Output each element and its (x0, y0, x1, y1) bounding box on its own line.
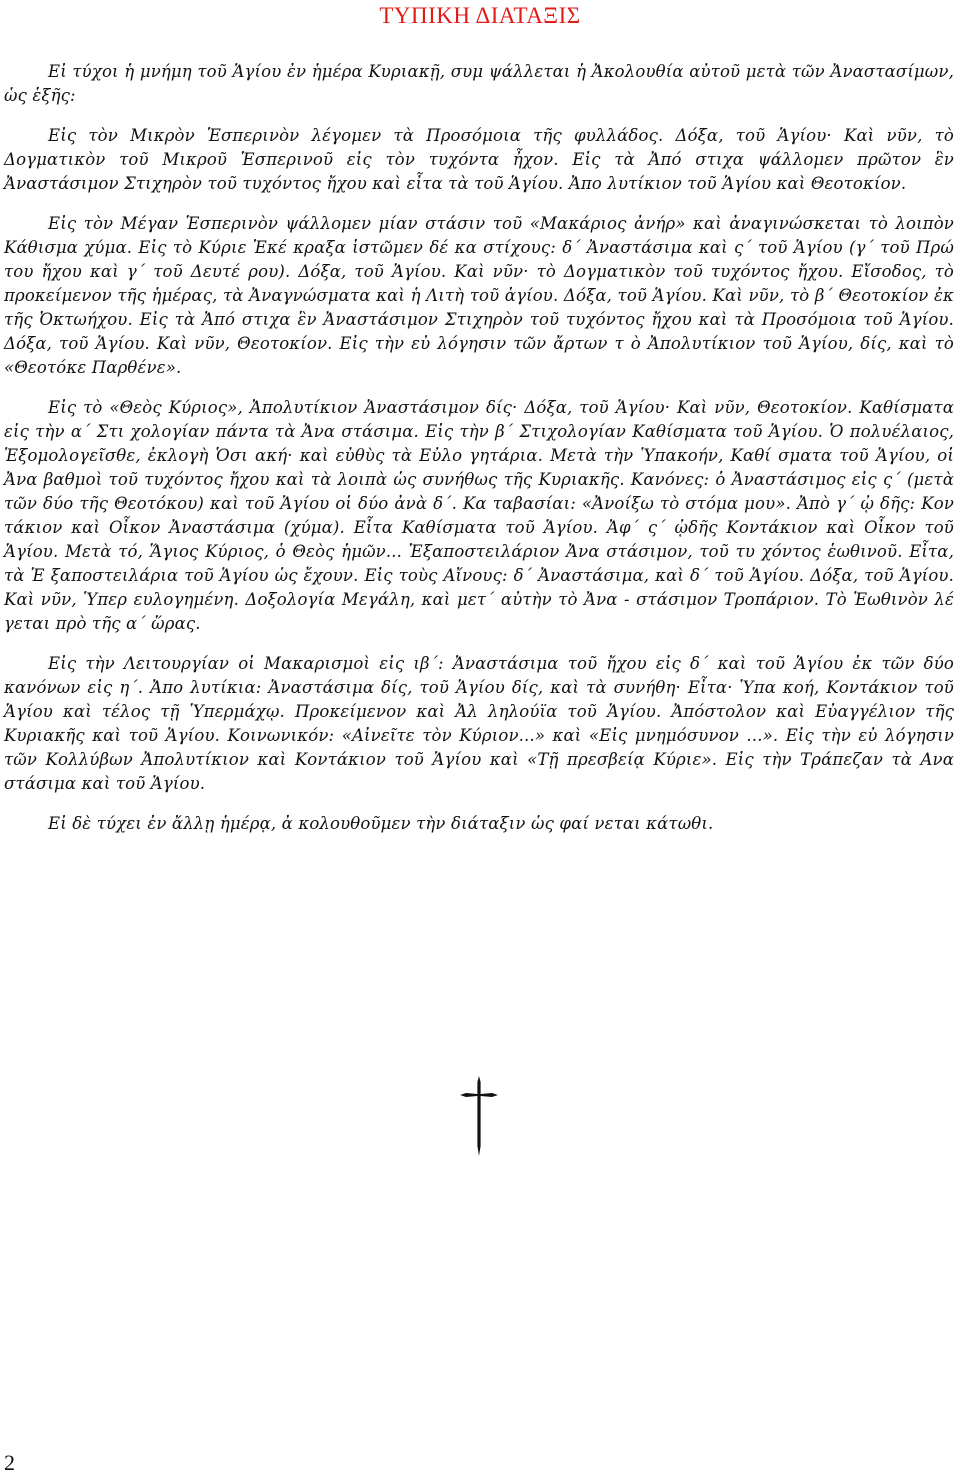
cross-icon (458, 1074, 500, 1158)
paragraph-orthros: Εἰς τὸ «Θεὸς Κύριος», Ἀπολυτίκιον Ἀναστάσιμον δίς· Δόξα, τοῦ Ἁγίου· Καὶ νῦν, Θεοτοκίον. Καθίσματα εἰς τὴν α´ Στι χολογίαν πάντα τὰ Ἀνα στάσιμα. Εἰς τὴν β´ Στιχολογίαν Καθίσματα τοῦ Ἁγίου. Ὁ πολυέλαιος, Ἐξομολογεῖσθε, ἐκλογὴ Ὁσι ακή· καὶ εὐθὺς τὰ Εὐλο γητάρια. Μετὰ τὴν Ὑπακοήν, Καθί σματα τοῦ Ἁγίου, οἱ Ἀνα βαθμοὶ τοῦ τυχόντος ἤχου καὶ τὰ λοιπὰ ὡς συνήθως τῆς Κυριακῆς. Κανόνες: ὁ Ἀναστάσιμος εἰς ς´ (μετὰ τῶν δύο τῆς Θεοτόκου) καὶ τοῦ Ἁγίου οἱ δύο ἀνὰ δ´. Κα ταβασίαι: «Ἀνοίξω τὸ στόμα μου». Ἀπὸ γ´ ᾠ δῆς: Κον τάκιον καὶ Οἶκον Ἀναστάσιμα (χύμα). Εἶτα Καθίσματα τοῦ Ἁγίου. Ἀφ´ ς´ ᾠδῆς Κοντάκιον καὶ Οἶκον τοῦ Ἁγίου. Μετὰ τό, Ἅγιος Κύριος, ὁ Θεὸς ἡμῶν... Ἐξαποστειλάριον Ἀνα στάσιμον, τοῦ τυ χόντος ἑωθινοῦ. Εἶτα, τὰ Ἐ ξαποστειλάρια τοῦ Ἁγίου ὡς ἔχουν. Εἰς τοὺς Αἴνους: δ´ Ἀναστάσιμα, καὶ δ´ τοῦ Ἁγίου. Δόξα, τοῦ Ἁγίου. Καὶ νῦν, Ὑπερ ευλογημένη. Δοξολογία Μεγάλη, καὶ μετ´ αὐτὴν τὸ Ἀνα - στάσιμον Τροπάριον. Τὸ Ἑωθινὸν λέ γεται πρὸ τῆς α´ ὥρας. (4, 398, 954, 633)
paragraph-small-vespers: Εἰς τὸν Μικρὸν Ἑσπερινὸν λέγομεν τὰ Προσόμοια τῆς φυλλάδος. Δόξα, τοῦ Ἁγίου· Καὶ νῦν, τὸ Δογματικὸν τοῦ Μικροῦ Ἑσπερινοῦ εἰς τὸν τυχόντα ἦχον. Εἰς τὰ Ἀπό στιχα ψάλλομεν πρῶτον ἓν Ἀναστάσιμον Στιχηρὸν τοῦ τυχόντος ἤχου καὶ εἶτα τὰ τοῦ Ἁγίου. Ἀπο λυτίκιον τοῦ Ἁγίου καὶ Θεοτοκίον. (4, 126, 954, 193)
page-title: ΤΥΠΙΚΗ ΔΙΑΤΑΞΙΣ (379, 3, 581, 28)
document-body (4, 60, 954, 836)
paragraph-sunday-intro: Εἰ τύχοι ἡ μνήμη τοῦ Ἁγίου ἐν ἡμέρα Κυριακῇ, συμ ψάλλεται ἡ Ἀκολουθία αὐτοῦ μετὰ τῶν Ἀναστασίμων, ὡς ἑξῆς: (4, 62, 954, 105)
paragraph-liturgy: Εἰς τὴν Λειτουργίαν οἱ Μακαρισμοὶ εἰς ιβ´: Ἀναστάσιμα τοῦ ἤχου εἰς δ´ καὶ τοῦ Ἁγίου ἐκ τῶν δύο κανόνων εἰς η´. Ἀπο λυτίκια: Ἀναστάσιμα δίς, τοῦ Ἁγίου δίς, καὶ τὰ συνήθη· Εἶτα· Ὑπα κοή, Κοντάκιον τοῦ Ἁγίου καὶ τέλος τῇ Ὑπερμάχῳ. Προκείμενον καὶ Ἀλ ληλούϊα τοῦ Ἁγίου. Ἀπόστολον καὶ Εὐαγγέλιον τῆς Κυριακῆς καὶ τοῦ Ἁγίου. Κοινωνικόν: «Αἰνεῖτε τὸν Κύριον...» καὶ «Εἰς μνημόσυνον ...». Εἰς τὴν εὐ λόγησιν τῶν Κολλύβων Ἀπολυτίκιον καὶ Κοντάκιον τοῦ Ἁγίου καὶ «Τῇ πρεσβείᾳ Κύριε». Εἰς τὴν Τράπεζαν τὰ Ανα στάσιμα καὶ τοῦ Ἁγίου. (4, 654, 954, 793)
paragraph-other-day: Εἰ δὲ τύχει ἐν ἄλλῃ ἡμέρᾳ, ἀ κολουθοῦμεν τὴν διάταξιν ὡς φαί νεται κάτωθι. (48, 814, 714, 833)
paragraph-great-vespers: Εἰς τὸν Μέγαν Ἑσπερινὸν ψάλλομεν μίαν στάσιν τοῦ «Μακάριος ἀνήρ» καὶ ἀναγινώσκεται τὸ λοιπὸν Κάθισμα χύμα. Εἰς τὸ Κύριε Ἐκέ κραξα ἱστῶμεν δέ κα στίχους: δ´ Ἀναστάσιμα καὶ ς´ τοῦ Ἁγίου (γ´ τοῦ Πρώ του ἤχου καὶ γ´ τοῦ Δευτέ ρου). Δόξα, τοῦ Ἁγίου. Καὶ νῦν· τὸ Δογματικὸν τοῦ τυχόντος ἤχου. Εἴσοδος, τὸ προκείμενον τῆς ἡμέρας, τὰ Ἀναγνώσματα καὶ ἡ Λιτὴ τοῦ ἁγίου. Δόξα, τοῦ Ἁγίου. Καὶ νῦν, τὸ β´ Θεοτοκίον ἐκ τῆς Ὀκτωήχου. Εἰς τὰ Ἀπό στιχα ἓν Ἀναστάσιμον Στιχηρὸν τοῦ τυχόντος ἤχου καὶ τὰ Προσόμοια τοῦ Ἁγίου. Δόξα, τοῦ Ἁγίου. Καὶ νῦν, Θεοτοκίον. Εἰς τὴν εὐ λόγησιν τῶν ἄρτων τ ὸ Ἀπολυτίκιον τοῦ Ἁγίου, δίς, καὶ τὸ «Θεοτόκε Παρθένε». (4, 214, 954, 377)
page-number: 2 (4, 1450, 15, 1475)
